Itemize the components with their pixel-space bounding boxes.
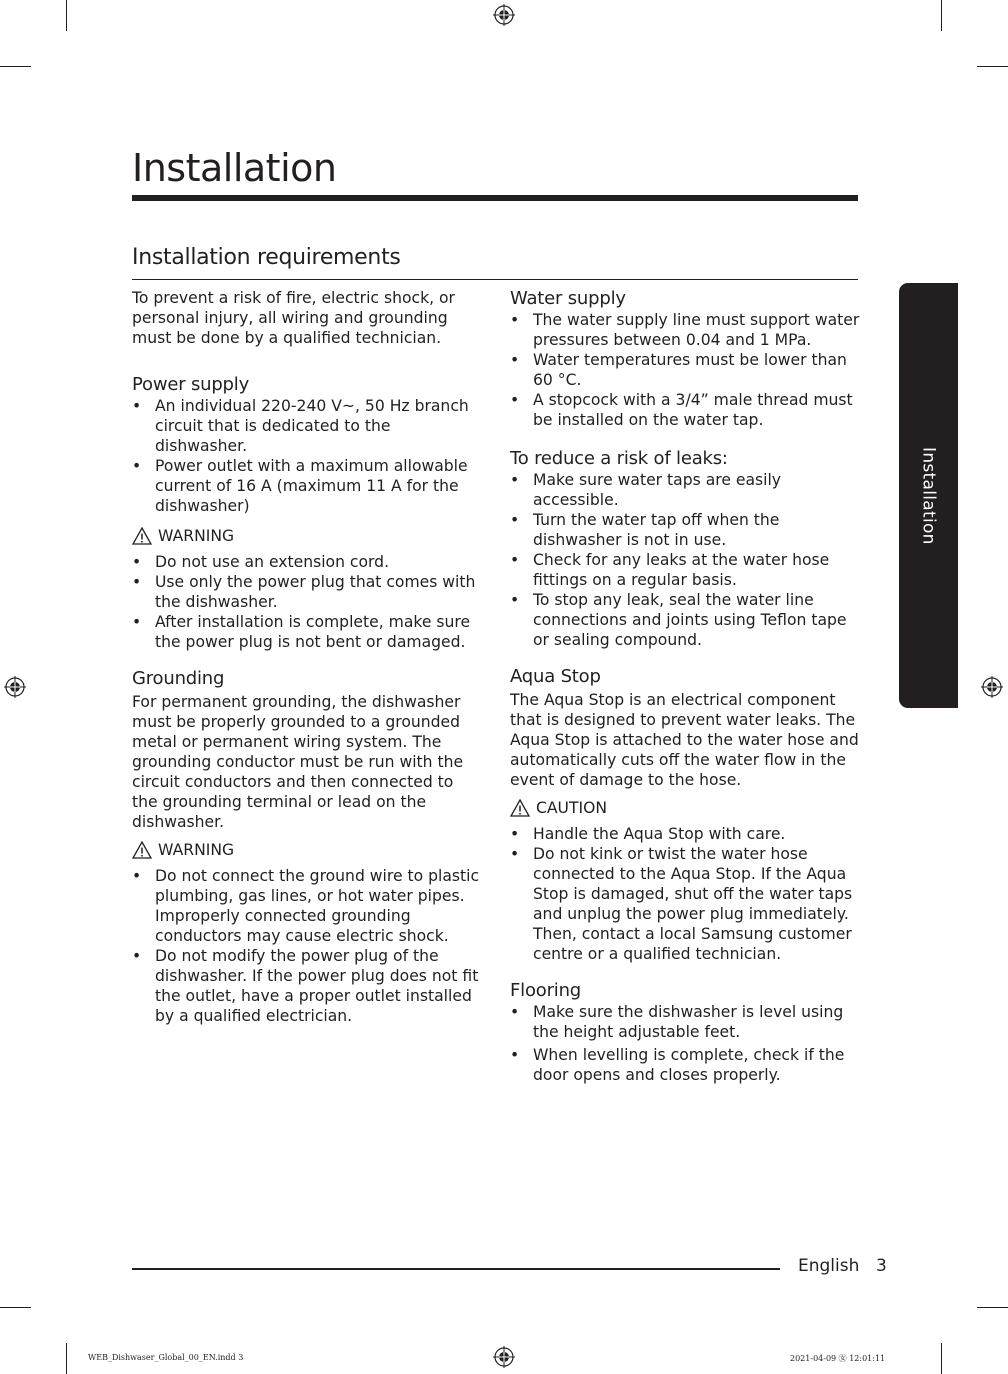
list-item: • Water temperatures must be lower than 60 °C. bbox=[510, 350, 862, 390]
registration-mark-icon bbox=[493, 1346, 515, 1368]
aqua-stop-text: The Aqua Stop is an electrical component that is designed to prevent water leaks. The Aqua Stop is attached to the water hose and automatically cuts off the water flow in the event of damage to the hose. bbox=[510, 691, 859, 789]
warning-triangle-icon bbox=[132, 527, 152, 545]
footer-rule bbox=[132, 1268, 780, 1270]
registration-mark-icon bbox=[493, 4, 515, 26]
crop-mark bbox=[66, 1343, 67, 1374]
grounding-text: For permanent grounding, the dishwasher must be properly grounded to a grounded metal or permanent wiring system. The grounding conductor must be run with the circuit conductors and then connected to the grounding terminal or lead on the dishwasher. bbox=[132, 693, 464, 831]
list-item: • Use only the power plug that comes with the dishwasher. bbox=[132, 572, 480, 612]
warning-list bbox=[132, 552, 480, 652]
list-item: • A stopcock with a 3/4” male thread must be installed on the water tap. bbox=[510, 390, 862, 430]
flooring-list bbox=[510, 1002, 862, 1085]
list-item: • Make sure water taps are easily accessible. bbox=[510, 470, 862, 510]
list-item: • Do not use an extension cord. bbox=[132, 552, 480, 572]
crop-mark bbox=[977, 66, 1008, 67]
list-item: • Handle the Aqua Stop with care. bbox=[510, 824, 862, 844]
registration-mark-icon bbox=[981, 676, 1003, 698]
aqua-stop-heading: Aqua Stop bbox=[510, 666, 601, 687]
list-item: • Do not modify the power plug of the dishwasher. If the power plug does not fit the outlet, have a proper outlet installed by a qualified electrician. bbox=[132, 946, 480, 1026]
right-column bbox=[510, 288, 862, 1085]
left-column bbox=[132, 288, 480, 1026]
chapter-rule bbox=[132, 195, 858, 201]
section-title: Installation requirements bbox=[132, 245, 401, 270]
list-item: • The water supply line must support water pressures between 0.04 and 1 MPa. bbox=[510, 310, 862, 350]
list-item: • Make sure the dishwasher is level using the height adjustable feet. bbox=[510, 1002, 862, 1042]
power-supply-list bbox=[132, 396, 480, 516]
list-item: • An individual 220-240 V~, 50 Hz branch circuit that is dedicated to the dishwasher. bbox=[132, 396, 480, 456]
crop-mark bbox=[66, 0, 67, 31]
slug-filename: WEB_Dishwaser_Global_00_EN.indd 3 bbox=[88, 1353, 244, 1362]
caution-text: CAUTION bbox=[536, 799, 608, 817]
grounding-heading: Grounding bbox=[132, 668, 225, 689]
list-item: • When levelling is complete, check if the door opens and closes properly. bbox=[510, 1045, 862, 1085]
slug-timestamp: 2021-04-09 ㊛ 12:01:11 bbox=[790, 1354, 886, 1363]
crop-mark bbox=[941, 0, 942, 31]
caution-list bbox=[510, 824, 862, 964]
warning-triangle-icon bbox=[132, 841, 152, 859]
registration-mark-icon bbox=[4, 676, 26, 698]
crop-mark bbox=[977, 1307, 1008, 1308]
intro-text: To prevent a risk of fire, electric shock, or personal injury, all wiring and grounding must be done by a qualified technician. bbox=[132, 289, 455, 347]
warning-text: WARNING bbox=[158, 527, 235, 545]
list-item: • Do not connect the ground wire to plastic plumbing, gas lines, or hot water pipes. Improperly connected grounding conductors may cause electric shock. bbox=[132, 866, 480, 946]
footer-language: English bbox=[798, 1256, 860, 1276]
warning-label bbox=[132, 526, 480, 546]
water-supply-list bbox=[510, 310, 862, 430]
leaks-heading: To reduce a risk of leaks: bbox=[510, 448, 728, 469]
leaks-list bbox=[510, 470, 862, 650]
crop-mark bbox=[941, 1343, 942, 1374]
side-tab bbox=[899, 283, 958, 708]
warning-label bbox=[132, 840, 480, 860]
side-tab-label: Installation bbox=[918, 446, 939, 545]
power-supply-heading: Power supply bbox=[132, 374, 250, 395]
list-item: • Turn the water tap off when the dishwasher is not in use. bbox=[510, 510, 862, 550]
list-item: • To stop any leak, seal the water line connections and joints using Teflon tape or sealing compound. bbox=[510, 590, 862, 650]
section-rule bbox=[132, 279, 858, 280]
chapter-title: Installation bbox=[132, 146, 337, 190]
list-item: • Power outlet with a maximum allowable current of 16 A (maximum 11 A for the dishwasher) bbox=[132, 456, 480, 516]
warning-triangle-icon bbox=[510, 799, 530, 817]
list-item: • Check for any leaks at the water hose fittings on a regular basis. bbox=[510, 550, 862, 590]
water-supply-heading: Water supply bbox=[510, 288, 626, 309]
list-item: • Do not kink or twist the water hose connected to the Aqua Stop. If the Aqua Stop is damaged, shut off the water taps and unplug the power plug immediately. Then, contact a local Samsung customer centre or a qualified technician. bbox=[510, 844, 862, 964]
list-item: • After installation is complete, make sure the power plug is not bent or damaged. bbox=[132, 612, 480, 652]
caution-label bbox=[510, 798, 862, 818]
crop-mark bbox=[0, 1307, 31, 1308]
flooring-heading: Flooring bbox=[510, 980, 582, 1001]
warning-text: WARNING bbox=[158, 841, 235, 859]
warning-list bbox=[132, 866, 480, 1026]
page-number: 3 bbox=[876, 1256, 887, 1276]
crop-mark bbox=[0, 66, 31, 67]
